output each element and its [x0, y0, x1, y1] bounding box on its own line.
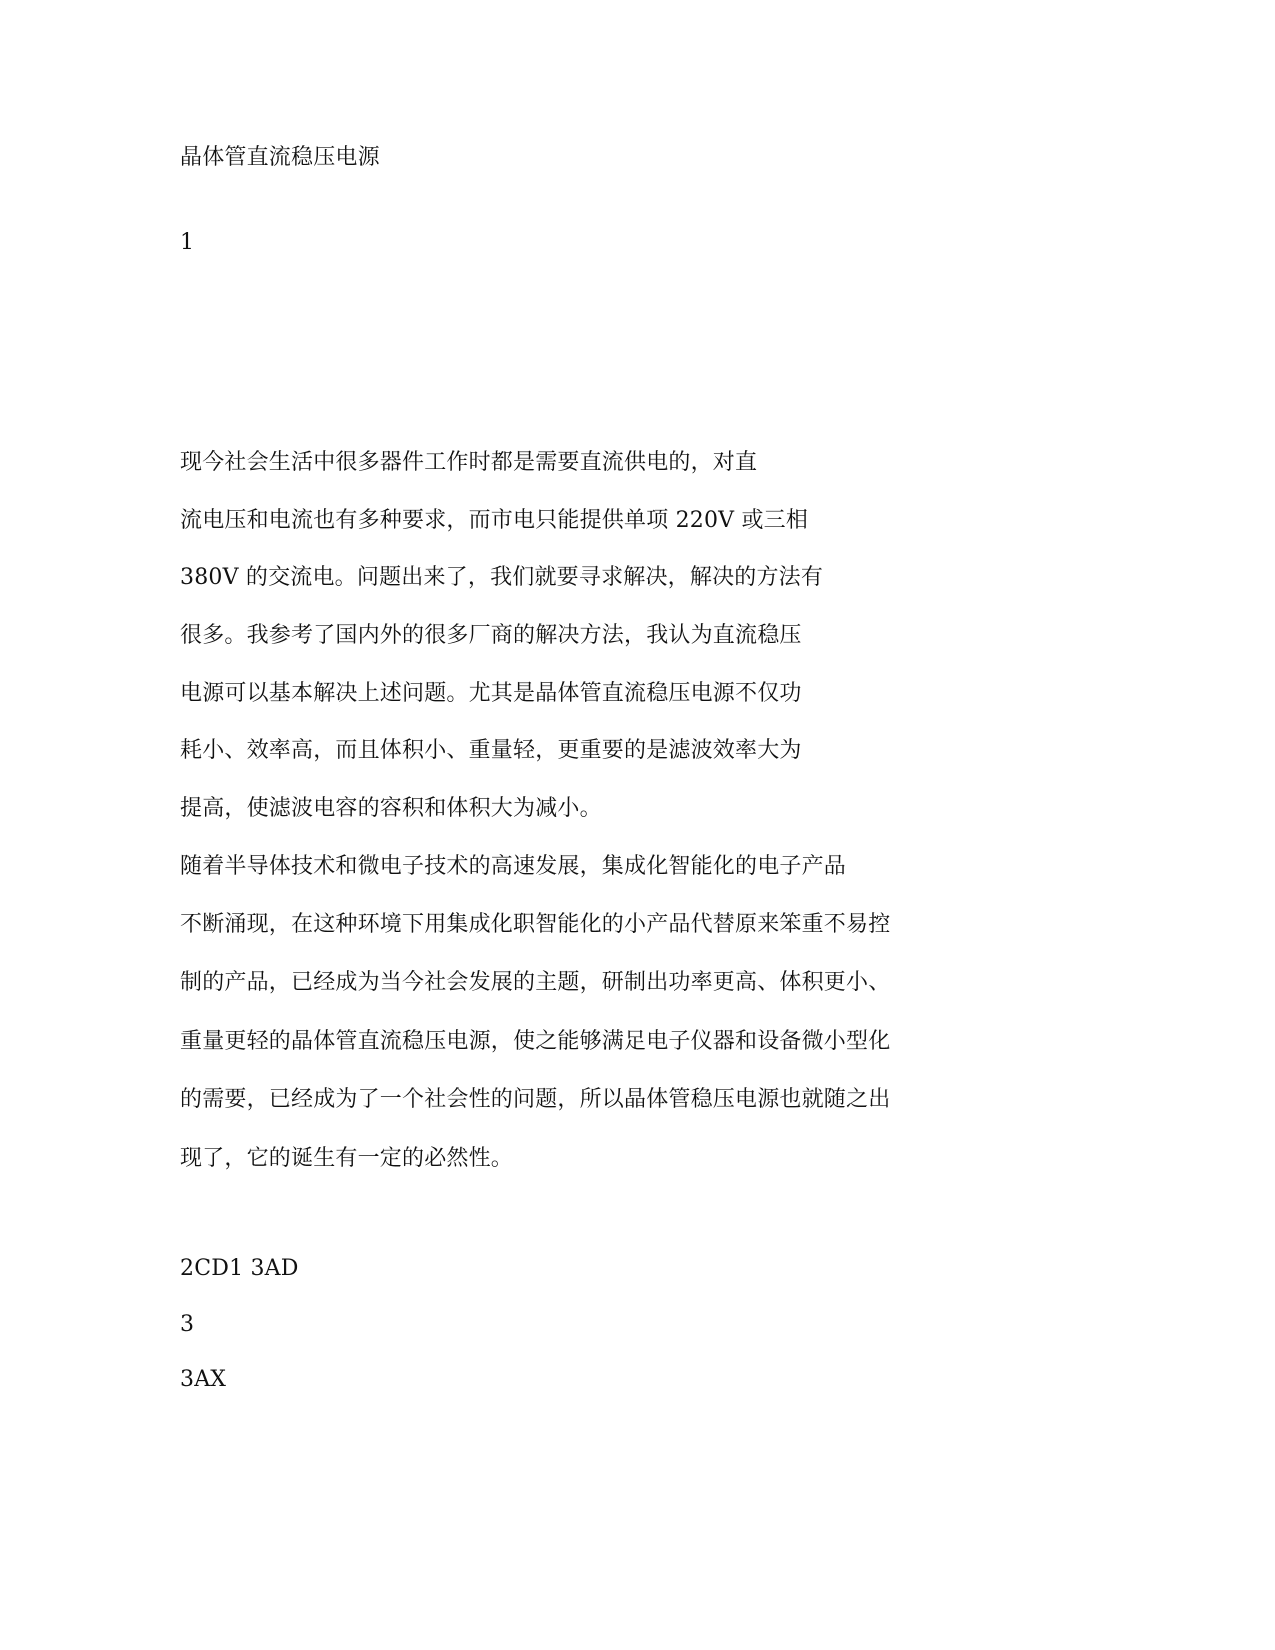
component-label: 3: [180, 1312, 195, 1337]
paragraph-line: 电源可以基本解决上述问题。尤其是晶体管直流稳压电源不仅功: [180, 681, 802, 706]
paragraph-line: 耗小、效率高，而且体积小、重量轻，更重要的是滤波效率大为: [180, 738, 802, 763]
paragraph-line: 提高，使滤波电容的容积和体积大为减小。: [180, 796, 602, 821]
paragraph-line: 380V 的交流电。问题出来了，我们就要寻求解决，解决的方法有: [180, 565, 824, 590]
paragraph-line: 制的产品，已经成为当今社会发展的主题，研制出功率更高、体积更小、: [180, 970, 891, 995]
document-title: 晶体管直流稳压电源: [180, 145, 380, 170]
component-label: 2CD1 3AD: [180, 1256, 299, 1281]
paragraph-line: 现今社会生活中很多器件工作时都是需要直流供电的，对直: [180, 450, 758, 475]
paragraph-line: 随着半导体技术和微电子技术的高速发展，集成化智能化的电子产品: [180, 854, 847, 879]
page-marker: 1: [180, 230, 195, 255]
paragraph-line: 重量更轻的晶体管直流稳压电源，使之能够满足电子仪器和设备微小型化: [180, 1029, 891, 1054]
paragraph-line: 的需要，已经成为了一个社会性的问题，所以晶体管稳压电源也就随之出: [180, 1087, 891, 1112]
paragraph-line: 很多。我参考了国内外的很多厂商的解决方法，我认为直流稳压: [180, 623, 802, 648]
paragraph-line: 现了，它的诞生有一定的必然性。: [180, 1146, 514, 1171]
component-label: 3AX: [180, 1367, 227, 1392]
paragraph-line: 不断涌现，在这种环境下用集成化职智能化的小产品代替原来笨重不易控: [180, 912, 891, 937]
paragraph-line: 流电压和电流也有多种要求，而市电只能提供单项 220V 或三相: [180, 508, 809, 533]
